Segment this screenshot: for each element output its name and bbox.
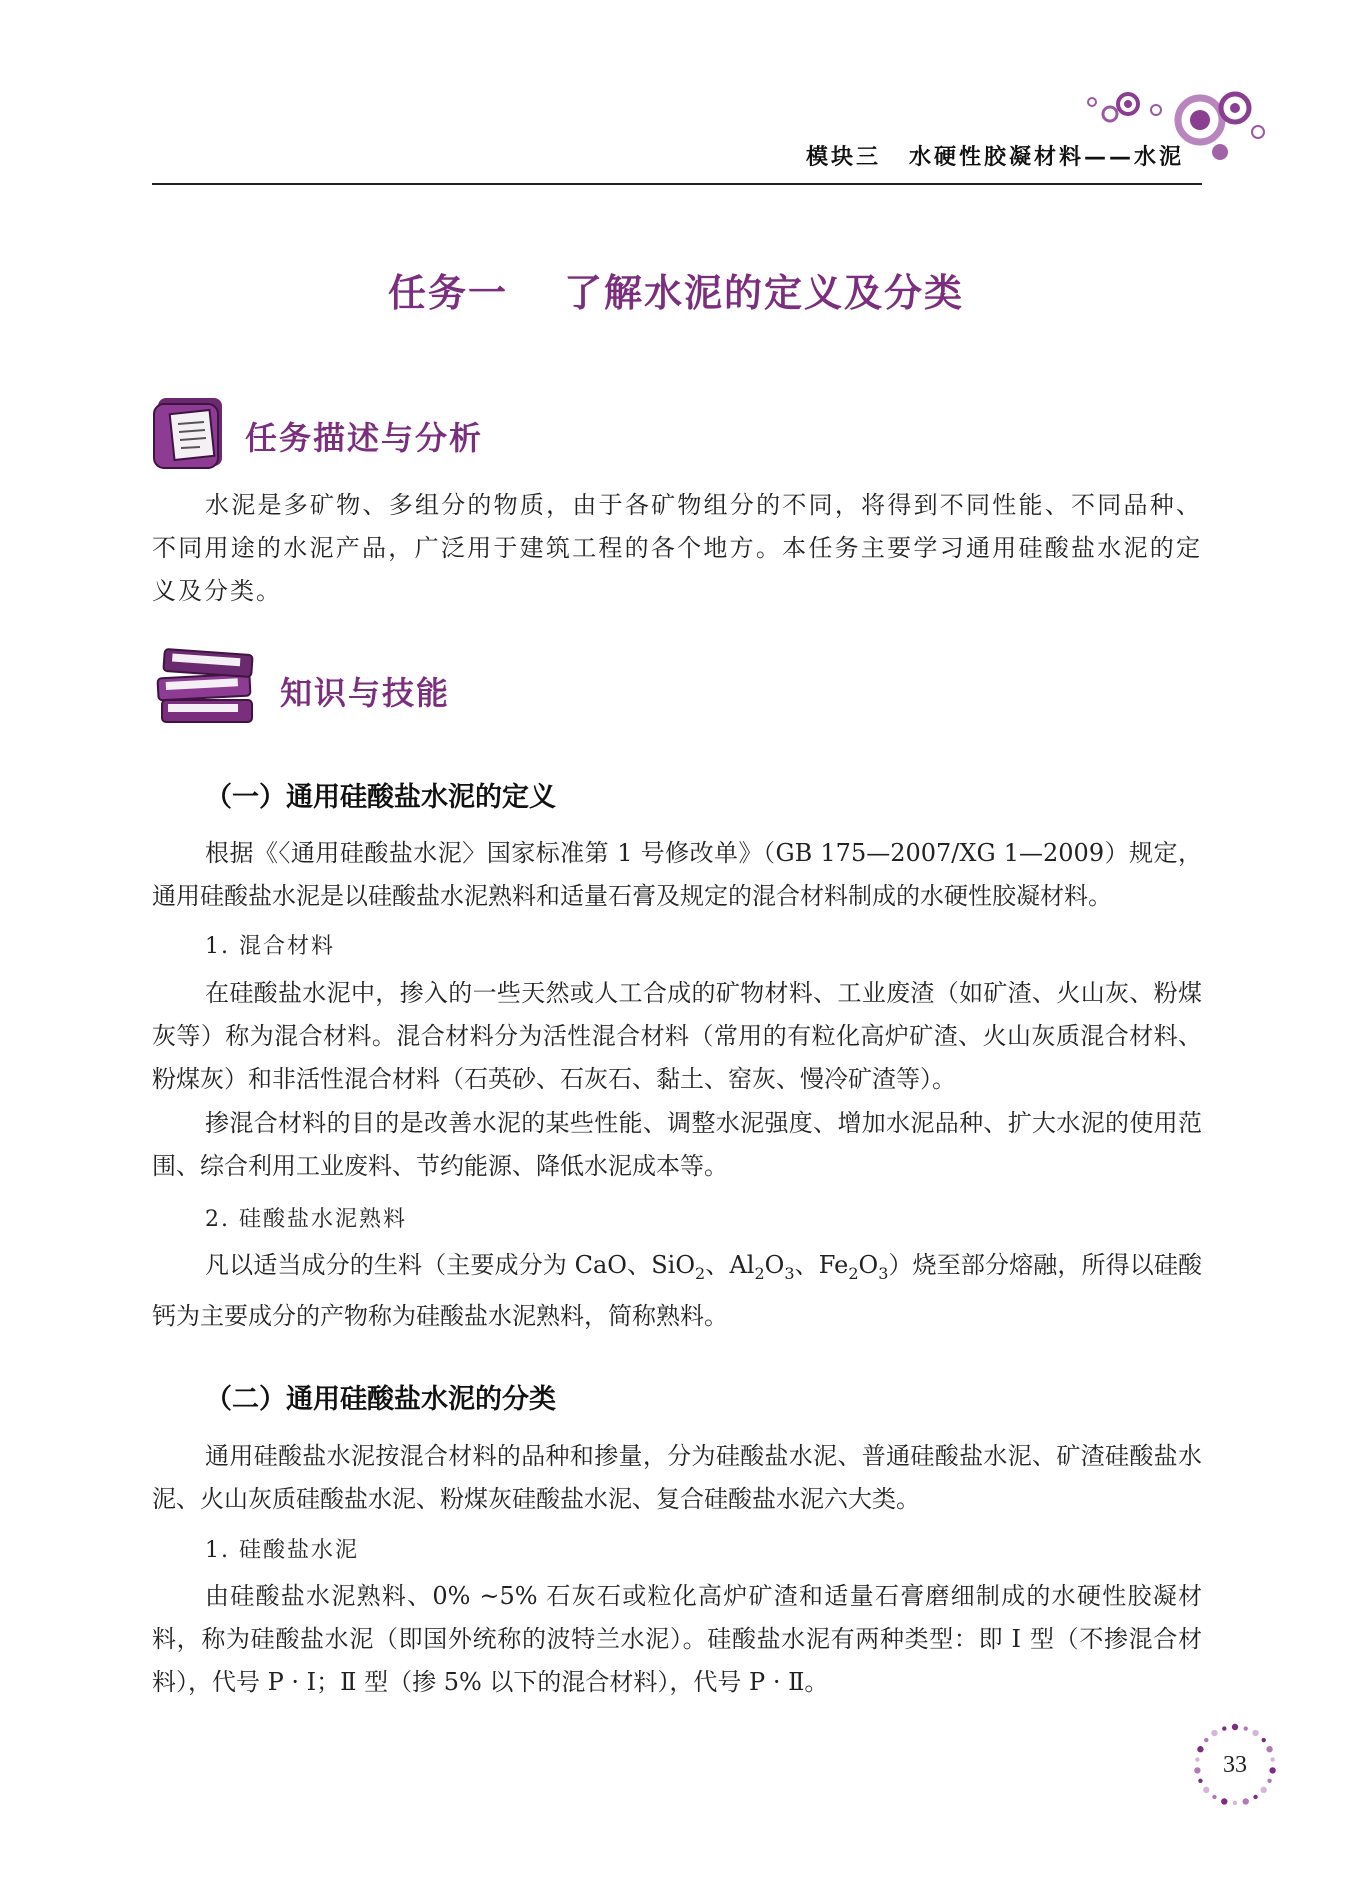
item-portland-cement: 1. 硅酸盐水泥 [205, 1538, 359, 1563]
subscript-3: 3 [878, 1263, 889, 1283]
title-task: 任务一 [387, 271, 508, 315]
title-name: 了解水泥的定义及分类 [564, 271, 965, 315]
subscript-2: 2 [848, 1263, 859, 1283]
subheading-classification: （二）通用硅酸盐水泥的分类 [205, 1384, 556, 1415]
paragraph-classification: 通用硅酸盐水泥按混合材料的品种和掺量，分为硅酸盐水泥、普通硅酸盐水泥、矿渣硅酸盐水泥、火山灰质硅酸盐水泥、粉煤灰硅酸盐水泥、复合硅酸盐水泥六大类。 [152, 1442, 1202, 1513]
clinker-text-d: 、Fe [794, 1251, 849, 1279]
clinker-text-c: O [764, 1251, 785, 1279]
subheading-definition: （一）通用硅酸盐水泥的定义 [205, 782, 556, 813]
header-topic: 水硬性胶凝材料——水泥 [908, 145, 1184, 170]
subscript-3: 3 [784, 1263, 795, 1283]
paragraph-definition: 根据《〈通用硅酸盐水泥〉国家标准第 1 号修改单》（GB 175—2007/XG 1—2009）规定，通用硅酸盐水泥是以硅酸盐水泥熟料和适量石膏及规定的混合材料制成的水硬性胶凝材料。 [152, 839, 1202, 910]
document-folder-icon [152, 392, 232, 472]
clinker-text-a: 凡以适当成分的生料（主要成分为 CaO、SiO [205, 1251, 696, 1279]
paragraph-purpose: 掺混合材料的目的是改善水泥的某些性能、调整水泥强度、增加水泥品种、扩大水泥的使用范围、综合利用工业废料、节约能源、降低水泥成本等。 [152, 1109, 1202, 1180]
clinker-text-e: O [858, 1251, 879, 1279]
page-title [0, 262, 1352, 317]
subscript-2: 2 [695, 1263, 706, 1283]
item-mixed-materials: 1. 混合材料 [205, 934, 335, 959]
books-icon [152, 640, 264, 732]
item-clinker: 2. 硅酸盐水泥熟料 [205, 1207, 407, 1232]
paragraph-mixed-materials: 在硅酸盐水泥中，掺入的一些天然或人工合成的矿物材料、工业废渣（如矿渣、火山灰、粉煤灰等）称为混合材料。混合材料分为活性混合材料（常用的有粒化高炉矿渣、火山灰质混合材料、粉煤灰）和非活性混合材料（石英砂、石灰石、黏土、窑灰、慢冷矿渣等）。 [152, 979, 1202, 1093]
section-heading-task-description: 任务描述与分析 [245, 419, 484, 457]
section-heading-knowledge-skills: 知识与技能 [280, 674, 451, 712]
header-module: 模块三 [805, 145, 881, 170]
header-rule [152, 183, 1202, 185]
paragraph-portland-cement: 由硅酸盐水泥熟料、0% ~5% 石灰石或粒化高炉矿渣和适量石膏磨细制成的水硬性胶凝材料，称为硅酸盐水泥（即国外统称的波特兰水泥）。硅酸盐水泥有两种类型：即 Ⅰ 型（不掺混合材料），代号 P · Ⅰ；Ⅱ 型（掺 5% 以下的混合材料），代号 P · Ⅱ。 [152, 1582, 1202, 1696]
paragraph-clinker [152, 1244, 1202, 1338]
paragraph-task-description: 水泥是多矿物、多组分的物质，由于各矿物组分的不同，将得到不同性能、不同品种、不同用途的水泥产品，广泛用于建筑工程的各个地方。本任务主要学习通用硅酸盐水泥的定义及分类。 [152, 491, 1202, 605]
running-header [806, 140, 1184, 171]
subscript-2: 2 [754, 1263, 765, 1283]
page-number-badge [1190, 1720, 1280, 1810]
clinker-text-b: 、Al [705, 1251, 755, 1279]
page-number: 33 [1223, 1752, 1247, 1778]
clinker-text-f: ）烧至部分熔融，所得以硅酸钙为主要成分的产物称为硅酸盐水泥熟料，简称熟料。 [152, 1251, 1203, 1330]
